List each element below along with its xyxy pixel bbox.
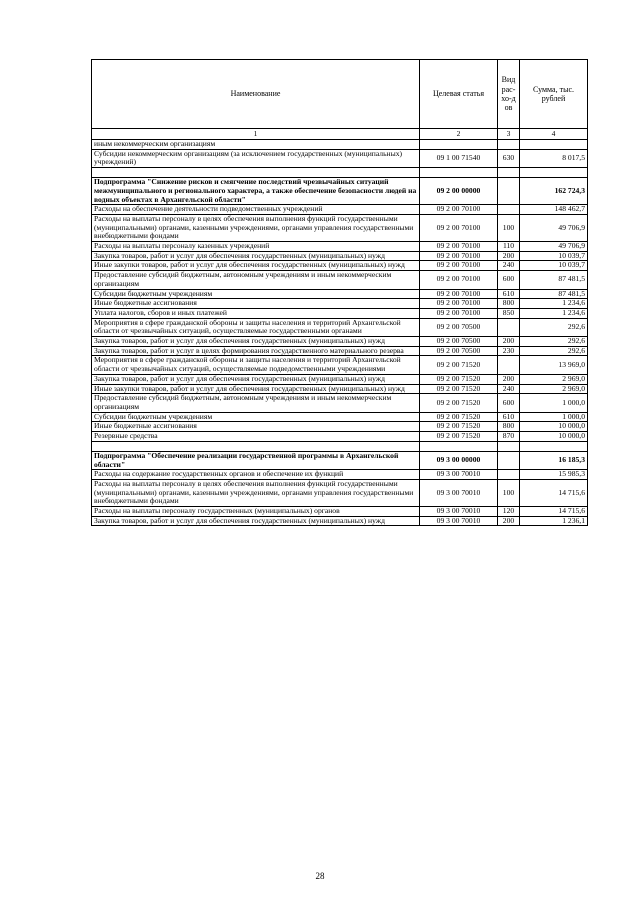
row-kind: 870 bbox=[498, 432, 520, 442]
table-row bbox=[92, 214, 588, 241]
row-name: Закупка товаров, работ и услуг для обеспечения государственных (муниципальных) нужд bbox=[92, 337, 420, 347]
row-sum: 87 481,5 bbox=[520, 289, 588, 299]
table-row bbox=[92, 178, 588, 205]
row-name: Мероприятия в сфере гражданской обороны и защиты населения и территорий Архангельской области от чрезвычайных ситуаций, осуществляемые государственными органами bbox=[92, 318, 420, 336]
row-code: 09 3 00 00000 bbox=[420, 451, 498, 469]
row-kind: 630 bbox=[498, 149, 520, 167]
row-name: Подпрограмма "Снижение рисков и смягчение последствий чрезвычайных ситуаций межмуниципального и регионального характера, а также обеспечение безопасности людей на водных объектах в Архангельской области" bbox=[92, 178, 420, 205]
row-kind bbox=[498, 178, 520, 205]
row-code: 09 2 00 70500 bbox=[420, 346, 498, 356]
row-kind: 610 bbox=[498, 289, 520, 299]
row-sum: 292,6 bbox=[520, 318, 588, 336]
row-name: Закупка товаров, работ и услуг для обеспечения государственных (муниципальных) нужд bbox=[92, 374, 420, 384]
row-sum: 1 236,1 bbox=[520, 516, 588, 526]
table-row bbox=[92, 346, 588, 356]
row-kind: 610 bbox=[498, 412, 520, 422]
table-row bbox=[92, 318, 588, 336]
table-row bbox=[92, 479, 588, 506]
row-kind: 200 bbox=[498, 337, 520, 347]
row-kind bbox=[498, 470, 520, 480]
row-kind: 240 bbox=[498, 384, 520, 394]
column-number: 4 bbox=[520, 129, 588, 140]
row-sum: 1 234,6 bbox=[520, 299, 588, 309]
row-code: 09 2 00 71520 bbox=[420, 384, 498, 394]
row-name bbox=[92, 168, 420, 178]
row-sum: 1 234,6 bbox=[520, 308, 588, 318]
row-kind: 600 bbox=[498, 271, 520, 289]
table-row bbox=[92, 516, 588, 526]
header-kind: Вид рас-хо-дов bbox=[498, 60, 520, 129]
row-name: Расходы на выплаты персоналу в целях обеспечения выполнения функций государственными (муниципальными) органами, казенными учреждениями, органами управления государственными внебюджетными фондами bbox=[92, 479, 420, 506]
row-name: Субсидии бюджетным учреждениям bbox=[92, 289, 420, 299]
row-code: 09 2 00 00000 bbox=[420, 178, 498, 205]
row-code: 09 2 00 71520 bbox=[420, 394, 498, 412]
row-code: 09 2 00 71520 bbox=[420, 412, 498, 422]
row-code: 09 2 00 71520 bbox=[420, 374, 498, 384]
row-name: Субсидии некоммерческим организациям (за исключением государственных (муниципальных) учреждений) bbox=[92, 149, 420, 167]
table-body bbox=[92, 140, 588, 526]
table-row bbox=[92, 451, 588, 469]
table-row bbox=[92, 432, 588, 442]
table-row bbox=[92, 299, 588, 309]
table-row bbox=[92, 337, 588, 347]
row-sum: 10 000,0 bbox=[520, 432, 588, 442]
table-row bbox=[92, 251, 588, 261]
row-code: 09 2 00 70100 bbox=[420, 308, 498, 318]
row-name: Иные закупки товаров, работ и услуг для обеспечения государственных (муниципальных) нужд bbox=[92, 384, 420, 394]
row-name: Субсидии бюджетным учреждениям bbox=[92, 412, 420, 422]
row-sum bbox=[520, 441, 588, 451]
row-sum: 14 715,6 bbox=[520, 479, 588, 506]
row-code: 09 2 00 70100 bbox=[420, 205, 498, 215]
row-sum: 14 715,6 bbox=[520, 507, 588, 517]
row-sum: 15 985,3 bbox=[520, 470, 588, 480]
row-code: 09 2 00 70500 bbox=[420, 337, 498, 347]
row-code bbox=[420, 140, 498, 150]
row-name: иным некоммерческим организациям bbox=[92, 140, 420, 150]
row-kind: 200 bbox=[498, 251, 520, 261]
row-code: 09 2 00 71520 bbox=[420, 422, 498, 432]
budget-table bbox=[91, 59, 588, 526]
table-row bbox=[92, 470, 588, 480]
row-sum: 49 706,9 bbox=[520, 242, 588, 252]
row-code: 09 2 00 70100 bbox=[420, 289, 498, 299]
table-row bbox=[92, 149, 588, 167]
row-code: 09 3 00 70010 bbox=[420, 479, 498, 506]
row-kind bbox=[498, 451, 520, 469]
row-code bbox=[420, 168, 498, 178]
row-kind: 100 bbox=[498, 479, 520, 506]
row-kind bbox=[498, 441, 520, 451]
row-sum: 10 039,7 bbox=[520, 261, 588, 271]
row-kind bbox=[498, 356, 520, 374]
row-kind: 120 bbox=[498, 507, 520, 517]
header-sum: Сумма, тыс. рублей bbox=[520, 60, 588, 129]
row-name: Закупка товаров, работ и услуг для обеспечения государственных (муниципальных) нужд bbox=[92, 516, 420, 526]
row-kind: 850 bbox=[498, 308, 520, 318]
table-row bbox=[92, 394, 588, 412]
row-kind: 240 bbox=[498, 261, 520, 271]
row-sum: 10 039,7 bbox=[520, 251, 588, 261]
header-name: Наименование bbox=[92, 60, 420, 129]
row-kind: 230 bbox=[498, 346, 520, 356]
row-sum: 87 481,5 bbox=[520, 271, 588, 289]
row-name: Иные закупки товаров, работ и услуг для обеспечения государственных (муниципальных) нужд bbox=[92, 261, 420, 271]
row-name: Предоставление субсидий бюджетным, автономным учреждениям и иным некоммерческим организациям bbox=[92, 394, 420, 412]
row-sum: 292,6 bbox=[520, 346, 588, 356]
table-row bbox=[92, 507, 588, 517]
table-row bbox=[92, 356, 588, 374]
table-row bbox=[92, 441, 588, 451]
row-code: 09 2 00 70100 bbox=[420, 214, 498, 241]
row-name: Расходы на выплаты персоналу в целях обеспечения выполнения функций государственными (муниципальными) органами, казенными учреждениями, органами управления государственными внебюджетными фондами bbox=[92, 214, 420, 241]
row-code: 09 2 00 70100 bbox=[420, 261, 498, 271]
table-row bbox=[92, 289, 588, 299]
table-row bbox=[92, 271, 588, 289]
table-row bbox=[92, 242, 588, 252]
row-name: Расходы на обеспечение деятельности подведомственных учреждений bbox=[92, 205, 420, 215]
row-code: 09 2 00 70100 bbox=[420, 251, 498, 261]
row-name bbox=[92, 441, 420, 451]
row-name: Расходы на содержание государственных органов и обеспечение их функций bbox=[92, 470, 420, 480]
row-code bbox=[420, 441, 498, 451]
row-name: Иные бюджетные ассигнования bbox=[92, 299, 420, 309]
row-code: 09 2 00 70100 bbox=[420, 242, 498, 252]
row-name: Уплата налогов, сборов и иных платежей bbox=[92, 308, 420, 318]
row-sum: 162 724,3 bbox=[520, 178, 588, 205]
row-sum: 8 017,5 bbox=[520, 149, 588, 167]
table-row bbox=[92, 422, 588, 432]
row-kind bbox=[498, 140, 520, 150]
row-kind: 800 bbox=[498, 422, 520, 432]
row-sum: 10 000,0 bbox=[520, 422, 588, 432]
row-sum: 16 185,3 bbox=[520, 451, 588, 469]
row-kind: 200 bbox=[498, 374, 520, 384]
row-name: Иные бюджетные ассигнования bbox=[92, 422, 420, 432]
row-kind bbox=[498, 318, 520, 336]
row-sum: 148 462,7 bbox=[520, 205, 588, 215]
row-kind: 600 bbox=[498, 394, 520, 412]
row-name: Подпрограмма "Обеспечение реализации государственной программы в Архангельской области" bbox=[92, 451, 420, 469]
row-sum: 2 969,0 bbox=[520, 374, 588, 384]
column-number: 2 bbox=[420, 129, 498, 140]
row-kind: 100 bbox=[498, 214, 520, 241]
row-code: 09 2 00 71520 bbox=[420, 356, 498, 374]
row-sum: 1 000,0 bbox=[520, 394, 588, 412]
row-kind bbox=[498, 168, 520, 178]
row-code: 09 2 00 70500 bbox=[420, 318, 498, 336]
table-row bbox=[92, 168, 588, 178]
row-code: 09 2 00 71520 bbox=[420, 432, 498, 442]
row-kind: 110 bbox=[498, 242, 520, 252]
row-name: Предоставление субсидий бюджетным, автономным учреждениям и иным некоммерческим организациям bbox=[92, 271, 420, 289]
table-row bbox=[92, 374, 588, 384]
row-name: Расходы на выплаты персоналу государственных (муниципальных) органов bbox=[92, 507, 420, 517]
row-code: 09 2 00 70100 bbox=[420, 299, 498, 309]
table-row bbox=[92, 412, 588, 422]
row-name: Закупка товаров, работ и услуг в целях формирования государственного материального резерва bbox=[92, 346, 420, 356]
row-sum bbox=[520, 140, 588, 150]
row-code: 09 3 00 70010 bbox=[420, 507, 498, 517]
table-row bbox=[92, 261, 588, 271]
header-code: Целевая статья bbox=[420, 60, 498, 129]
row-sum: 13 969,0 bbox=[520, 356, 588, 374]
table-row bbox=[92, 205, 588, 215]
row-code: 09 3 00 70010 bbox=[420, 470, 498, 480]
row-sum bbox=[520, 168, 588, 178]
column-numbers-row bbox=[92, 129, 588, 140]
row-kind bbox=[498, 205, 520, 215]
table-header-row bbox=[92, 60, 588, 129]
row-sum: 292,6 bbox=[520, 337, 588, 347]
table-row bbox=[92, 140, 588, 150]
row-name: Закупка товаров, работ и услуг для обеспечения государственных (муниципальных) нужд bbox=[92, 251, 420, 261]
row-name: Мероприятия в сфере гражданской обороны и защиты населения и территорий Архангельской области от чрезвычайных ситуаций, осуществляемые подведомственными учреждениями bbox=[92, 356, 420, 374]
row-code: 09 1 00 71540 bbox=[420, 149, 498, 167]
row-kind: 800 bbox=[498, 299, 520, 309]
row-code: 09 3 00 70010 bbox=[420, 516, 498, 526]
row-sum: 1 000,0 bbox=[520, 412, 588, 422]
page-number: 28 bbox=[315, 871, 325, 881]
table-row bbox=[92, 308, 588, 318]
row-code: 09 2 00 70100 bbox=[420, 271, 498, 289]
column-number: 3 bbox=[498, 129, 520, 140]
table-row bbox=[92, 384, 588, 394]
row-sum: 49 706,9 bbox=[520, 214, 588, 241]
row-name: Расходы на выплаты персоналу казенных учреждений bbox=[92, 242, 420, 252]
column-number: 1 bbox=[92, 129, 420, 140]
row-kind: 200 bbox=[498, 516, 520, 526]
row-sum: 2 969,0 bbox=[520, 384, 588, 394]
row-name: Резервные средства bbox=[92, 432, 420, 442]
